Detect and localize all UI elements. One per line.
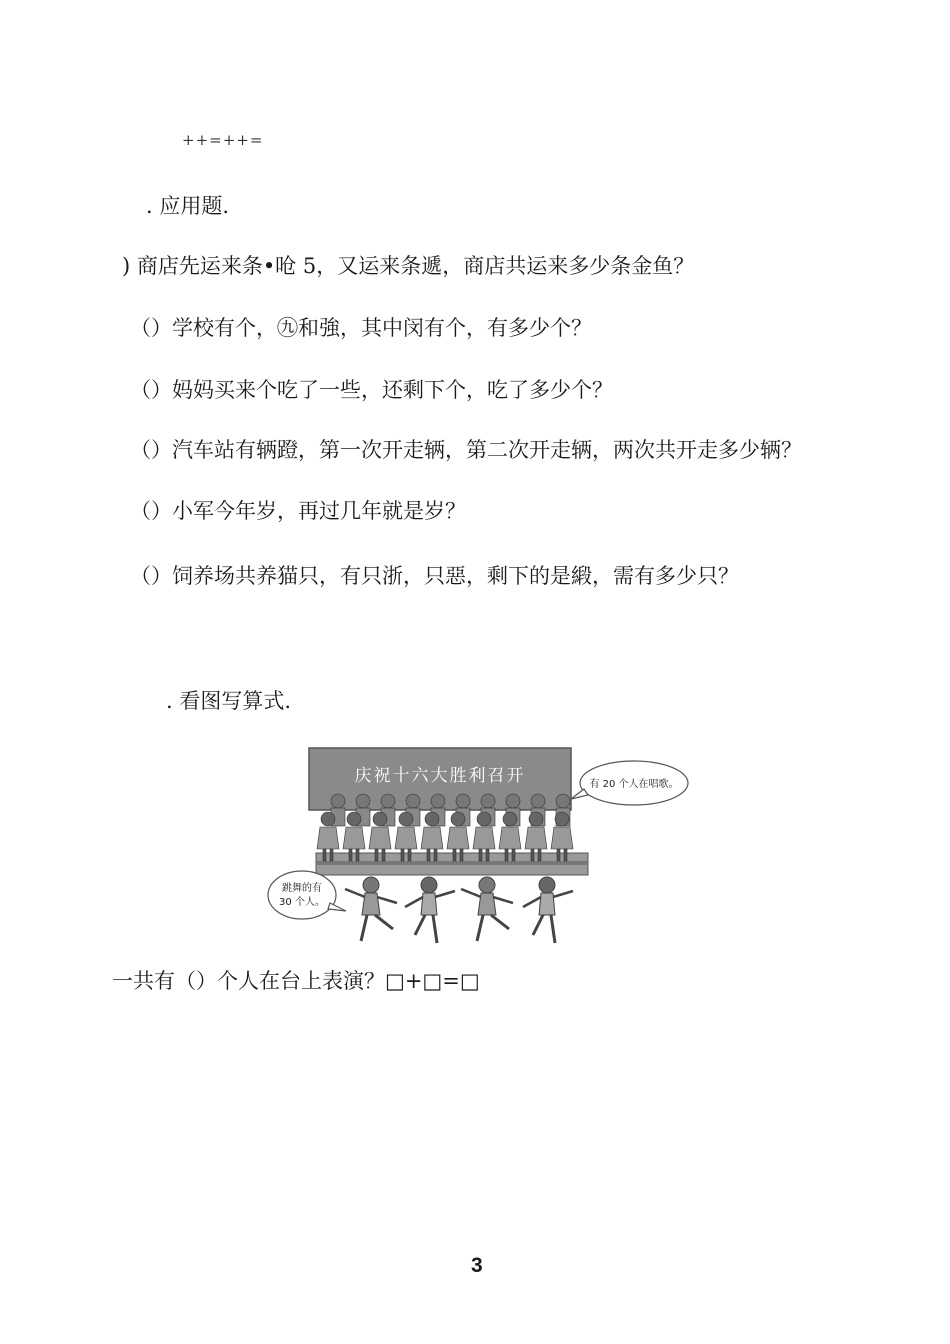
section-title-picture-equation: . 看图写算式. <box>166 689 292 713</box>
speech-bubble-right-text: 有 20 个人在唱歌。 <box>589 779 679 790</box>
question-5: （）小军今年岁，再过几年就是岁？ <box>130 499 466 523</box>
stage-illustration <box>266 745 706 960</box>
speech-bubble-left-line2: 30 个人。 <box>279 897 325 908</box>
speech-bubble-left-line1: 跳舞的有 <box>282 883 322 894</box>
banner-text: 庆祝十六大胜利召开 <box>354 766 526 786</box>
final-question: 一共有（）个人在台上表演？□+□=□ <box>112 969 480 993</box>
stage-illustration-svg <box>266 745 706 960</box>
question-1: ) 商店先运来条•呛 5，又运来条遞，商店共运来多少条金鱼？ <box>122 254 695 278</box>
dancers <box>345 877 573 943</box>
top-expression: ++=++= <box>182 131 264 149</box>
question-6: （）饲养场共养猫只，有只浙，只惡，剩下的是緞，需有多少只？ <box>130 564 739 588</box>
page-number: 3 <box>471 1254 483 1277</box>
section-title-word-problems: . 应用题. <box>146 194 230 218</box>
question-3: （）妈妈买来个吃了一些，还剩下个，吃了多少个？ <box>130 378 613 402</box>
question-4: （）汽车站有辆蹬，第一次开走辆，第二次开走辆，两次共开走多少辆？ <box>130 438 802 462</box>
speech-bubble-left <box>268 871 336 919</box>
question-2: （）学校有个，㊈和強，其中闵有个，有多少个？ <box>130 316 592 340</box>
